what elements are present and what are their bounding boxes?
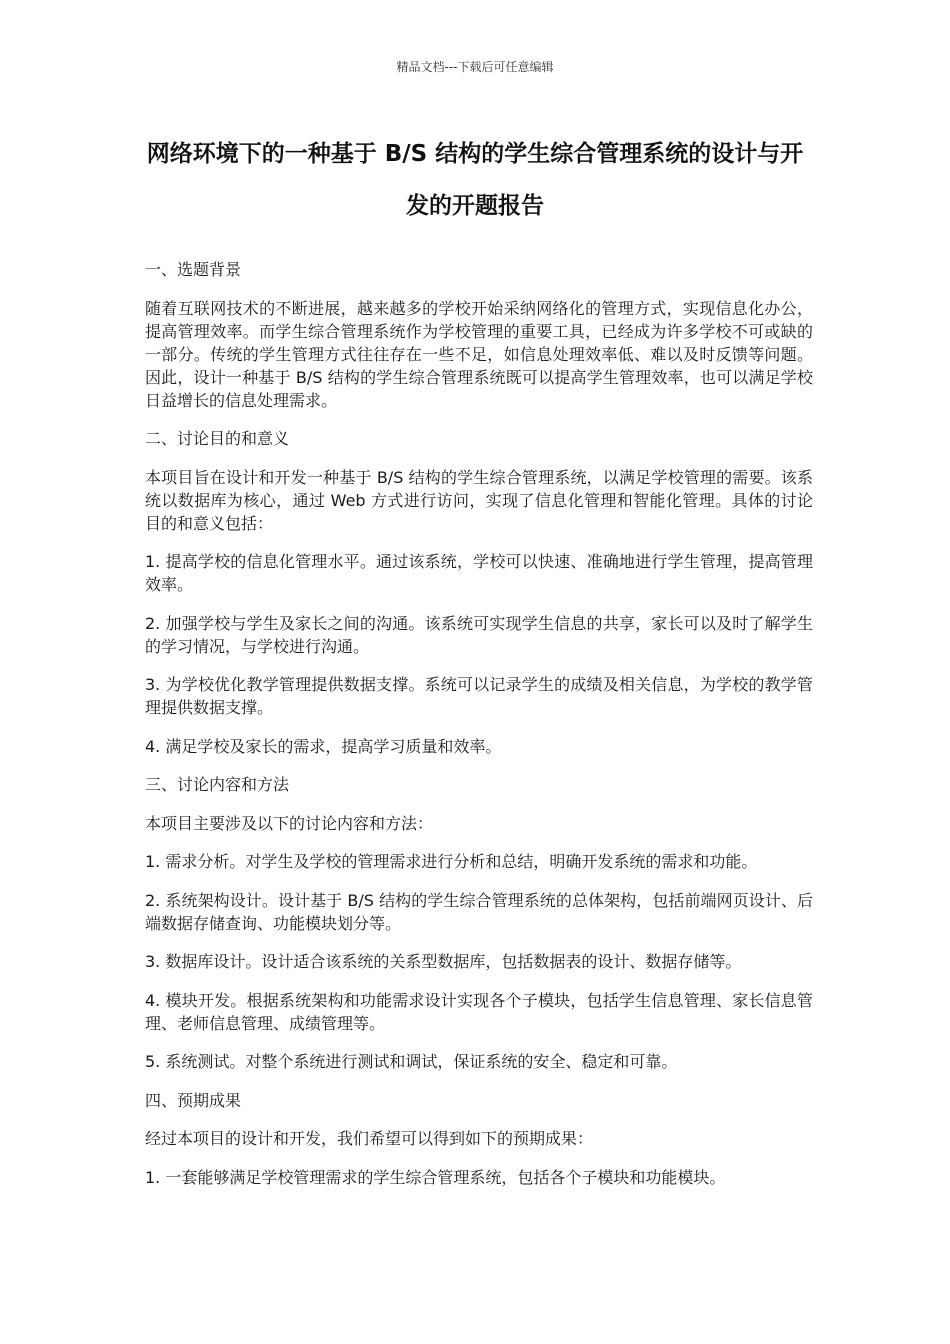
content-methods-item: 4. 模块开发。根据系统架构和功能需求设计实现各个子模块，包括学生信息管理、家长信息管理、老师信息管理、成绩管理等。 xyxy=(145,990,813,1033)
outcomes-item: 1. 一套能够满足学校管理需求的学生综合管理系统，包括各个子模块和功能模块。 xyxy=(145,1167,726,1187)
content-methods-item: 1. 需求分析。对学生及学校的管理需求进行分析和总结，明确开发系统的需求和功能。 xyxy=(145,852,758,871)
section-heading-background: 一、选题背景 xyxy=(145,260,242,279)
section-heading-outcomes: 四、预期成果 xyxy=(145,1090,242,1110)
content-methods-intro: 本项目主要涉及以下的讨论内容和方法： xyxy=(145,813,434,833)
purpose-intro: 本项目旨在设计和开发一种基于 B/S 结构的学生综合管理系统，以满足学校管理的需要。该系统以数据库为核心，通过 Web 方式进行访问，实现了信息化管理和智能化管理。具体的讨论目的和意义包括： xyxy=(145,467,813,533)
section-heading-content-methods: 三、讨论内容和方法 xyxy=(145,775,290,794)
purpose-item: 3. 为学校优化教学管理提供数据支撑。系统可以记录学生的成绩及相关信息，为学校的教学管理提供数据支撑。 xyxy=(145,675,813,717)
content-methods-item: 3. 数据库设计。设计适合该系统的关系型数据库，包括数据表的设计、数据存储等。 xyxy=(145,952,742,971)
document-body xyxy=(145,258,813,1204)
content-methods-item: 5. 系统测试。对整个系统进行测试和调试，保证系统的安全、稳定和可靠。 xyxy=(145,1052,678,1071)
document-title: 网络环境下的一种基于 B/S 结构的学生综合管理系统的设计与开发的开题报告 xyxy=(146,141,804,219)
purpose-item: 1. 提高学校的信息化管理水平。通过该系统，学校可以快速、准确地进行学生管理，提高管理效率。 xyxy=(145,552,813,594)
section-heading-purpose: 二、讨论目的和意义 xyxy=(145,429,290,448)
purpose-item: 4. 满足学校及家长的需求，提高学习质量和效率。 xyxy=(145,736,502,756)
outcomes-intro: 经过本项目的设计和开发，我们希望可以得到如下的预期成果： xyxy=(145,1129,594,1148)
purpose-item: 2. 加强学校与学生及家长之间的沟通。该系统可实现学生信息的共享，家长可以及时了解学生的学习情况，与学校进行沟通。 xyxy=(145,613,813,656)
content-methods-item: 2. 系统架构设计。设计基于 B/S 结构的学生综合管理系统的总体架构，包括前端网页设计、后端数据存储查询、功能模块划分等。 xyxy=(145,890,813,933)
header-note: 精品文档---下载后可任意编辑 xyxy=(396,60,554,74)
background-paragraph: 随着互联网技术的不断进展，越来越多的学校开始采纳网络化的管理方式，实现信息化办公，提高管理效率。而学生综合管理系统作为学校管理的重要工具，已经成为许多学校不可或缺的一部分。传统的学生管理方式往往存在一些不足，如信息处理效率低、难以及时反馈等问题。因此，设计一种基于 B/S 结构的学生综合管理系统既可以提高学生管理效率，也可以满足学校日益增长的信息处理需求。 xyxy=(145,298,813,410)
